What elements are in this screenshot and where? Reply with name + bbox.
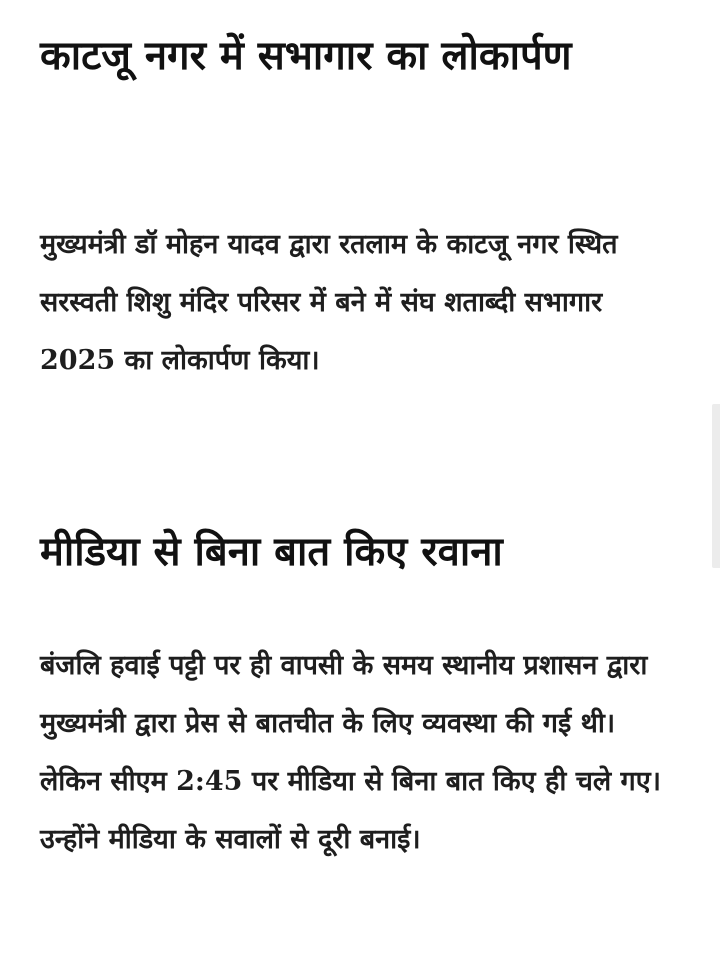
scrollbar-thumb[interactable]: [712, 404, 720, 568]
section-paragraph-media: बंजलि हवाई पट्टी पर ही वापसी के समय स्थानीय प्रशासन द्वारा मुख्यमंत्री द्वारा प्रेस से बातचीत के लिए व्यवस्था की गई थी। लेकिन सीएम 2:45 पर मीडिया से बिना बात किए ही चले गए। उन्होंने मीडिया के सवालों से दूरी बनाई।: [40, 650, 661, 855]
section-paragraph-inauguration: मुख्यमंत्री डॉ मोहन यादव द्वारा रतलाम के काटजू नगर स्थित सरस्वती शिशु मंदिर परिसर में बने में संघ शताब्दी सभागार 2025 का लोकार्पण किया।: [40, 229, 618, 376]
section-heading-inauguration: काटजू नगर में सभागार का लोकार्पण: [40, 32, 572, 79]
section-heading-media: मीडिया से बिना बात किए रवाना: [40, 528, 503, 575]
